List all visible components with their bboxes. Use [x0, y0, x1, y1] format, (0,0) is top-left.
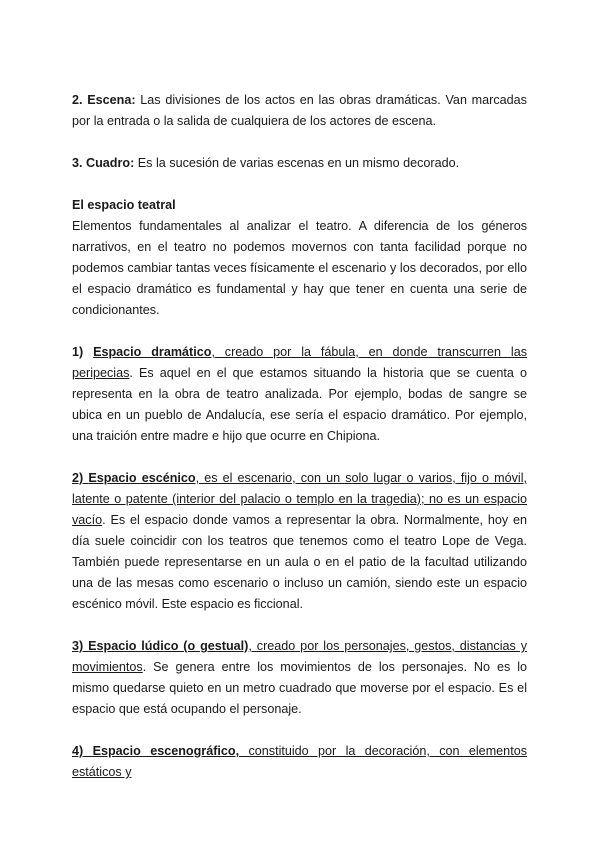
item-espacio-escenografico: [72, 741, 527, 783]
item-rest: . Se genera entre los movimientos de los personajes. No es lo mismo quedarse quieto en un metro cuadrado que moverse por el espacio. Es el espacio que está ocupando el personaje.: [72, 660, 527, 716]
item-term: Espacio dramático: [93, 345, 212, 359]
escena-label: 2. Escena:: [72, 93, 136, 107]
item-term: Espacio lúdico (o gestual): [88, 639, 249, 653]
item-term: Espacio escénico: [88, 471, 196, 485]
item-number: 2): [72, 471, 84, 485]
item-underlined-definition: , es el escenario, con un solo lugar o varios, fijo o móvil, latente o patente (interior del palacio o templo en la tragedia); no es un espacio vacío: [72, 471, 528, 527]
item-number: 3): [72, 639, 84, 653]
item-espacio-dramatico: [72, 342, 527, 447]
item-rest: . Es aquel en el que estamos situando la historia que se cuenta o representa en la obra de teatro analizada. Por ejemplo, bodas de sangre se ubica en un pueblo de Andalucía, ese sería el espacio dramático. Por ejemplo, una traición entre madre e hijo que ocurre en Chipiona.: [72, 366, 527, 443]
item-underlined-definition: constituido por la decoración, con elementos estáticos y: [72, 744, 527, 779]
item-rest: . Es el espacio donde vamos a representar la obra. Normalmente, hoy en día suele coincidir con los teatros que tenemos como el teatro Lope de Vega. También puede representarse en un aula o en el patio de la facultad utilizando una de las mesas como escenario o incluso un camión, siendo este un espacio escénico móvil. Este espacio es ficcional.: [72, 513, 527, 611]
escena-paragraph: [72, 90, 527, 132]
item-espacio-escenico: [72, 468, 527, 615]
item-number: 4): [72, 744, 84, 758]
item-term: Espacio escenográfico,: [92, 744, 240, 758]
item-underlined-definition: , creado por los personajes, gestos, distancias y movimientos: [72, 639, 528, 674]
document-page: [72, 90, 527, 783]
section-heading: El espacio teatral: [72, 198, 176, 212]
escena-text: Las divisiones de los actos en las obras dramáticas. Van marcadas por la entrada o la salida de cualquiera de los actores de escena.: [72, 93, 527, 128]
cuadro-text: Es la sucesión de varias escenas en un mismo decorado.: [134, 156, 460, 170]
intro-paragraph: Elementos fundamentales al analizar el teatro. A diferencia de los géneros narrativos, en el teatro no podemos movernos con tanta facilidad porque no podemos cambiar tantas veces físicamente el escenario y los decorados, por ello el espacio dramático es fundamental y hay que tener en cuenta una serie de condicionantes.: [72, 219, 527, 317]
item-underlined-definition: , creado por la fábula, en donde transcurren las peripecias: [72, 345, 527, 380]
cuadro-paragraph: [72, 153, 527, 174]
item-number: 1): [72, 345, 84, 359]
item-espacio-ludico: [72, 636, 527, 720]
cuadro-label: 3. Cuadro:: [72, 156, 135, 170]
